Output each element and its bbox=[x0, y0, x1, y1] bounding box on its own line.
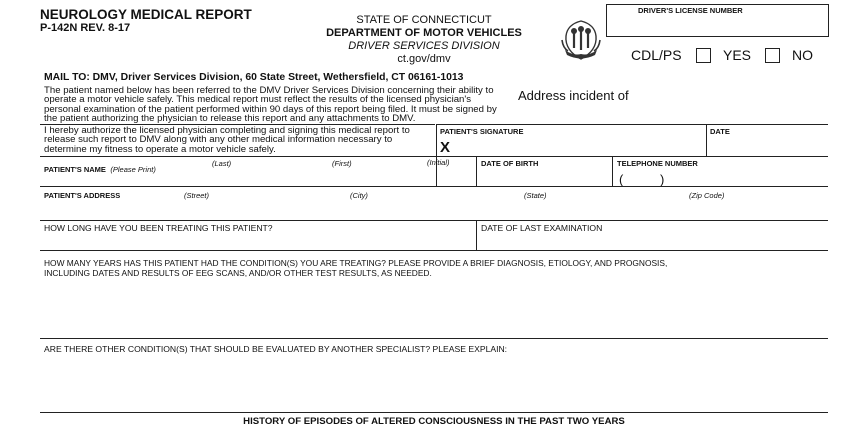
last-examination-field[interactable] bbox=[481, 234, 827, 250]
date-of-birth-label: DATE OF BIRTH bbox=[481, 159, 539, 168]
address-incident-label: Address incident of bbox=[518, 88, 629, 103]
report-title: NEUROLOGY MEDICAL REPORT bbox=[40, 7, 252, 22]
patient-name-label: PATIENT'S NAME bbox=[44, 165, 106, 174]
state-name: STATE OF CONNECTICUT bbox=[356, 14, 492, 26]
auth-line: I hereby authorize the licensed physician completing and signing this medical report to bbox=[44, 125, 410, 136]
phone-paren-open: ( bbox=[619, 172, 624, 187]
intro-line: personal examination of the patient performed within 90 days of this report being filed. It must be signed by bbox=[44, 103, 497, 115]
address-state-label: (State) bbox=[524, 191, 547, 200]
name-first-label: (First) bbox=[332, 159, 352, 168]
intro-paragraph bbox=[44, 86, 497, 124]
date-field[interactable] bbox=[710, 136, 826, 155]
last-examination-label: DATE OF LAST EXAMINATION bbox=[481, 223, 603, 233]
department-name: DEPARTMENT OF MOTOR VEHICLES bbox=[326, 27, 522, 39]
date-of-birth-field[interactable] bbox=[481, 170, 609, 186]
authorization-paragraph bbox=[44, 126, 410, 154]
division-name: DRIVER SERVICES DIVISION bbox=[348, 40, 500, 52]
cdlps-yes-checkbox[interactable] bbox=[696, 48, 711, 63]
how-long-treating-field[interactable] bbox=[44, 234, 474, 250]
phone-paren-close: ) bbox=[660, 172, 665, 187]
name-last-label: (Last) bbox=[212, 159, 232, 168]
intro-line: operate a motor vehicle safely. This medical report must reflect the results of the licensed physician's bbox=[44, 94, 471, 106]
patient-address-label: PATIENT'S ADDRESS bbox=[44, 191, 121, 200]
condition-years-question-cont: INCLUDING DATES AND RESULTS OF EEG SCANS, AND/OR OTHER TEST RESULTS, AS NEEDED. bbox=[44, 268, 432, 278]
address-city-label: (City) bbox=[350, 191, 368, 200]
condition-years-question: HOW MANY YEARS HAS THIS PATIENT HAD THE CONDITION(S) YOU ARE TREATING? PLEASE PROVIDE A BRIEF DIAGNOSIS, ETIOLOGY, AND PROGNOSIS, bbox=[44, 258, 668, 268]
date-label: DATE bbox=[710, 127, 730, 136]
address-zip-label: (Zip Code) bbox=[689, 191, 725, 200]
intro-line: The patient named below has been referred to the DMV Driver Services Division concerning their ability to bbox=[44, 85, 494, 96]
address-street-label: (Street) bbox=[184, 191, 210, 200]
cdlps-yes-label: YES bbox=[723, 47, 752, 63]
intro-line: the patient authorizing the physician to release this report and any attachments to DMV. bbox=[44, 113, 416, 125]
name-initial-label: (Initial) bbox=[427, 158, 450, 167]
patient-name-field[interactable] bbox=[44, 170, 474, 186]
telephone-label: TELEPHONE NUMBER bbox=[617, 159, 698, 168]
signature-label: PATIENT'S SIGNATURE bbox=[440, 127, 524, 136]
telephone-field[interactable] bbox=[617, 170, 827, 186]
auth-line: determine my fitness to operate a motor vehicle safely. bbox=[44, 143, 276, 155]
how-long-treating-label: HOW LONG HAVE YOU BEEN TREATING THIS PATIENT? bbox=[44, 223, 273, 233]
patient-name-hint: (Please Print) bbox=[110, 165, 156, 174]
other-conditions-question: ARE THERE OTHER CONDITION(S) THAT SHOULD BE EVALUATED BY ANOTHER SPECIALIST? PLEASE EXPLAIN: bbox=[44, 344, 508, 354]
diagnosis-answer-field[interactable] bbox=[44, 280, 826, 335]
patient-address-field[interactable] bbox=[44, 201, 826, 218]
auth-line: release such report to DMV along with any other medical information necessary to bbox=[44, 134, 393, 146]
mail-to-address: MAIL TO: DMV, Driver Services Division, 60 State Street, Wethersfield, CT 06161-1013 bbox=[44, 72, 464, 83]
website: ct.gov/dmv bbox=[397, 53, 451, 65]
form-number: P-142N REV. 8-17 bbox=[40, 22, 131, 34]
history-heading: HISTORY OF EPISODES OF ALTERED CONSCIOUSNESS IN THE PAST TWO YEARS bbox=[243, 416, 625, 427]
signature-mark: X bbox=[440, 139, 451, 156]
state-seal-icon bbox=[559, 18, 603, 62]
cdlps-no-checkbox[interactable] bbox=[765, 48, 780, 63]
drivers-license-label: DRIVER'S LICENSE NUMBER bbox=[638, 6, 743, 15]
cdlps-label: CDL/PS bbox=[631, 47, 682, 63]
cdlps-no-label: NO bbox=[792, 47, 813, 63]
other-conditions-answer-field[interactable] bbox=[44, 356, 826, 408]
patient-signature-field[interactable] bbox=[452, 132, 706, 156]
